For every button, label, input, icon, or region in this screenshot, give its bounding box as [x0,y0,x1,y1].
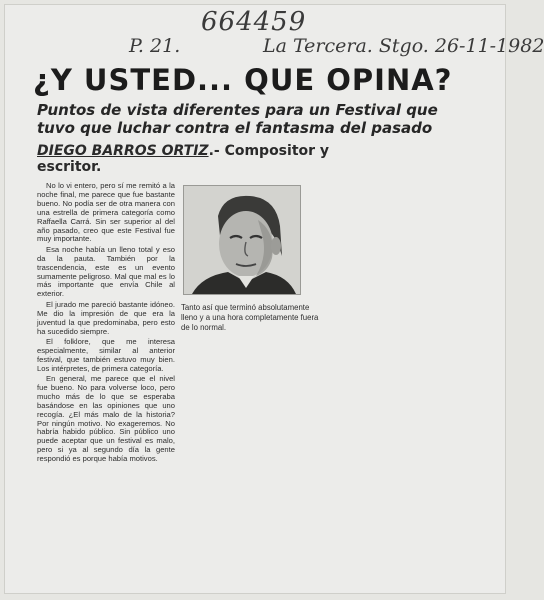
handwritten-source-date: La Tercera. Stgo. 26-11-1982 [263,35,544,57]
body-paragraph: Esa noche había un lleno total y eso da la pauta. También por la trascendencia, este es un evento sumamente peligroso. Mal que mal es lo más importante que envía Chile al exterior. [37,244,175,299]
body-paragraph: No lo vi entero, pero sí me remitó a la noche final, me parece que fue bastante bueno. No podía ser de otra manera con una estrella de primera categoría como Raffaella Carrá. Sin ser superior al del año pasado, creo que este Festival fue muy importante. [37,181,175,244]
handwritten-page-number: P. 21. [129,35,181,57]
author-role: .- Compositor y escritor. [37,143,330,175]
handwritten-id-number: 664459 [201,7,307,37]
author-photo [183,185,301,295]
article-headline: ¿Y USTED... QUE OPINA? [33,63,453,97]
article-subheadline: Puntos de vista diferentes para un Festival que tuvo que luchar contra el fantasma del pasado [37,101,438,137]
photo-caption: Tanto así que terminó absolutamente lleno y a una hora completamente fuera de lo normal. [181,303,319,332]
author-name: DIEGO BARROS ORTIZ [37,143,209,159]
portrait-image [184,186,300,294]
article-byline [37,143,337,175]
article-body [37,182,175,466]
newspaper-clipping [4,4,544,594]
body-paragraph: El folklore, que me interesa especialmente, similar al anterior festival, que también estuvo muy bien. Los intérpretes, de primera categoría. [37,336,175,373]
body-paragraph: El jurado me pareció bastante idóneo. Me dio la impresión de que era la juventud la que predominaba, pero esto ha sucedido siempre. [37,299,175,336]
body-paragraph: En general, me parece que el nivel fue bueno. No para volverse loco, pero mucho más de lo que se esperaba basándose en las opiniones que uno recogía. ¿El más malo de la historia? Por ningún motivo. No exageremos. No habría habido público. Sin público uno puede aceptar que un festival es malo, pero si ya al segundo día la gente respondió es porque había motivos. [37,374,175,464]
